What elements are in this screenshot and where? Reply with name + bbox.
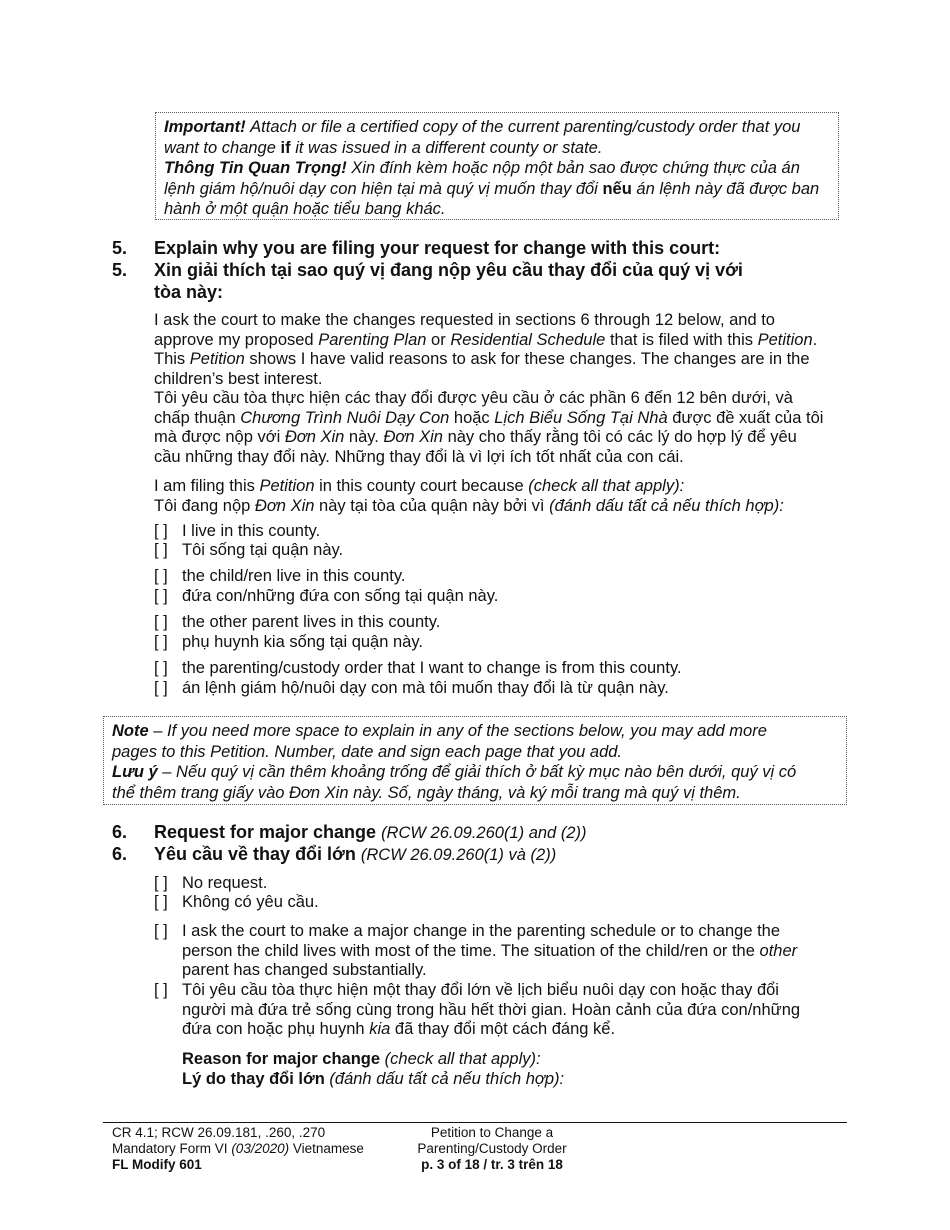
section-6-rcw-vi: (RCW 26.09.260(1) và (2)) [360, 846, 557, 864]
section-5-number-en: 5. [112, 238, 128, 258]
important-vi-line-2 [164, 179, 838, 200]
parenting-plan-term-vi: Chương Trình Nuôi Dạy Con [240, 408, 450, 427]
p-en-1: I ask the court to make the changes requested in sections 6 through 12 below, and to [154, 311, 775, 329]
option-major-change-en[interactable] [154, 922, 844, 981]
option-text: phụ huynh kia sống tại quận này. [182, 633, 423, 651]
option-text: No request. [182, 874, 268, 892]
important-en-text-2b: it was issued in a different county or state. [295, 138, 603, 157]
option-text: Không có yêu cầu. [182, 893, 319, 911]
p-en-3 [154, 350, 844, 370]
section-6-number-vi: 6. [112, 844, 128, 864]
option-children-county-en[interactable] [154, 567, 405, 587]
option-major-change-vi[interactable] [154, 981, 844, 1040]
option-text: the child/ren live in this county. [182, 567, 406, 585]
major-vi-2: người mà đứa trẻ sống cùng trong hầu hết thời gian. Hoàn cảnh của đứa con/những [182, 1000, 801, 1019]
footer-title-2: Parenting/Custody Order [417, 1141, 567, 1156]
major-vi-3 [182, 1020, 844, 1040]
filing-en [154, 477, 844, 497]
option-no-request-vi[interactable] [154, 893, 319, 913]
note-vi-text-1: – Nếu quý vị cần thêm khoảng trống để giải thích ở bất kỳ mục nào bên dưới, quý vị có [157, 763, 797, 781]
option-text: Tôi sống tại quận này. [182, 541, 344, 559]
petition-term-vi: Đơn Xin [284, 428, 345, 446]
option-other-parent-county-en[interactable] [154, 613, 440, 633]
note-vi-line-1 [112, 762, 846, 783]
p-vi-3 [154, 428, 844, 448]
petition-term-vi: Đơn Xin [383, 428, 443, 446]
note-en-lead: Note [112, 722, 149, 740]
note-en-line-2: pages to this Petition. Number, date and sign each page that you add. [112, 742, 623, 761]
checkbox[interactable]: [ ] [154, 874, 168, 892]
major-vi-kia: kia [369, 1020, 391, 1038]
residential-schedule-term: Residential Schedule [450, 330, 606, 349]
option-live-county-vi[interactable] [154, 541, 343, 561]
filing-reason [154, 477, 844, 516]
important-vi-line-3 [164, 199, 838, 220]
important-en-line-1 [164, 117, 838, 138]
p-vi-1: Tôi yêu cầu tòa thực hiện các thay đổi được yêu cầu ở các phần 6 đến 12 bên dưới, và [154, 389, 793, 407]
option-order-county-en[interactable] [154, 659, 682, 679]
option-children-county-vi[interactable] [154, 587, 498, 607]
section-6-title-vi: Yêu cầu về thay đổi lớn [154, 844, 356, 864]
option-text: đứa con/những đứa con sống tại quận này. [182, 587, 499, 605]
major-vi-3b: đã thay đổi một cách đáng kể. [394, 1020, 616, 1038]
section-5-heading-vi-2: tòa này: [154, 282, 224, 302]
p-en-2b: that is filed with this [609, 330, 753, 349]
option-text: I live in this county. [182, 522, 321, 540]
footer-form-language: Vietnamese [292, 1141, 364, 1156]
p-en-4: children’s best interest. [154, 369, 323, 388]
note-en-text-1: – If you need more space to explain in any of the sections below, you may add more [148, 722, 767, 740]
important-en-if: if [280, 138, 291, 157]
filing-en-a: I am filing this [154, 477, 255, 495]
important-en-text-2a: want to change [164, 138, 276, 157]
option-text: the parenting/custody order that I want to change is from this county. [182, 659, 682, 677]
note-en-line-1 [112, 721, 846, 742]
checkbox[interactable]: [ ] [154, 922, 168, 940]
section-5-paragraph [154, 311, 844, 467]
parenting-plan-term: Parenting Plan [318, 330, 427, 349]
option-no-request-en[interactable] [154, 874, 267, 894]
major-en-other: other [759, 941, 798, 960]
p-vi-4: cầu những thay đổi này. Những thay đổi là vì lợi ích tốt nhất của con cái. [154, 447, 684, 466]
checkbox[interactable]: [ ] [154, 613, 168, 631]
section-6-heading-en [154, 822, 586, 844]
option-text: án lệnh giám hộ/nuôi dạy con mà tôi muốn thay đổi là từ quận này. [182, 679, 669, 697]
p-en-2a: approve my proposed [154, 330, 314, 349]
option-live-county-en[interactable] [154, 522, 320, 542]
section-6-title-en: Request for major change [154, 822, 377, 842]
filing-vi-check: (đánh dấu tất cả nếu thích hợp): [549, 496, 784, 515]
important-vi-text-1: Xin đính kèm hoặc nộp một bản sao được chứng thực của án [351, 159, 800, 177]
checkbox[interactable]: [ ] [154, 679, 168, 697]
major-vi-1: Tôi yêu cầu tòa thực hiện một thay đổi lớn về lịch biểu nuôi dạy con hoặc thay đổi [182, 981, 779, 999]
footer-page-number: p. 3 of 18 / tr. 3 trên 18 [421, 1157, 563, 1172]
important-en-text-1: Attach or file a certified copy of the current parenting/custody order that you [250, 118, 801, 136]
major-change-vi-text [154, 981, 844, 1040]
footer-center [392, 1125, 592, 1173]
p-vi-2a: chấp thuận [154, 408, 236, 427]
important-vi-text-2a: lệnh giám hộ/nuôi dạy con hiện tại mà quý vị muốn thay đổi [164, 179, 598, 198]
footer-form-id: FL Modify 601 [112, 1157, 202, 1172]
checkbox[interactable]: [ ] [154, 981, 168, 999]
footer-rcw: CR 4.1; RCW 26.09.181, .260, .270 [112, 1125, 326, 1140]
major-en-3: parent has changed substantially. [182, 961, 427, 979]
reason-vi-check: (đánh dấu tất cả nếu thích hợp): [329, 1069, 565, 1088]
major-en-2a: person the child lives with most of the time. The situation of the child/ren or the [182, 941, 755, 960]
section-5-number-vi: 5. [112, 260, 128, 280]
reason-en-check: (check all that apply): [384, 1050, 541, 1068]
checkbox[interactable]: [ ] [154, 587, 168, 605]
note-vi-line-2: thể thêm trang giấy vào Đơn Xin này. Số, ngày tháng, và ký mỗi trang mà quý vị thêm. [112, 783, 741, 802]
checkbox[interactable]: [ ] [154, 659, 168, 677]
filing-vi [154, 497, 844, 517]
reason-vi [182, 1070, 822, 1090]
option-text: the other parent lives in this county. [182, 613, 441, 631]
reason-major-change [182, 1050, 822, 1089]
filing-en-b: in this county court because [319, 477, 524, 495]
p-en-3b: shows I have valid reasons to ask for these changes. The changes are in the [249, 350, 810, 368]
section-6-number-en: 6. [112, 822, 128, 842]
reason-vi-label: Lý do thay đổi lớn [182, 1069, 325, 1088]
major-en-2 [182, 942, 844, 962]
p-vi-3b: này. [348, 428, 379, 446]
filing-en-check: (check all that apply): [528, 477, 685, 495]
section-6-rcw-en: (RCW 26.09.260(1) and (2)) [381, 824, 587, 842]
filing-vi-a: Tôi đang nộp [154, 496, 251, 515]
note-box [103, 716, 847, 805]
option-order-county-vi[interactable] [154, 679, 669, 699]
major-vi-3a: đứa con hoặc phụ huynh [182, 1020, 365, 1038]
petition-term: Petition [757, 330, 813, 349]
important-vi-lead: Thông Tin Quan Trọng! [164, 159, 347, 177]
footer-form-date: (03/2020) [231, 1141, 290, 1156]
important-notice-box [155, 112, 839, 220]
note-vi-lead: Lưu ý [112, 763, 158, 781]
checkbox[interactable]: [ ] [154, 567, 168, 585]
important-vi-neu: nếu [602, 179, 632, 198]
p-en-or: or [431, 330, 446, 349]
important-vi-line-1 [164, 158, 838, 179]
checkbox[interactable]: [ ] [154, 893, 168, 911]
important-en-lead: Important! [164, 118, 246, 136]
p-en-dot: . [812, 330, 818, 349]
important-en-line-2 [164, 138, 838, 159]
section-5-heading-vi-1: Xin giải thích tại sao quý vị đang nộp yêu cầu thay đổi của quý vị với [154, 260, 743, 280]
p-en-2 [154, 331, 844, 351]
residential-schedule-term-vi: Lịch Biểu Sống Tại Nhà [494, 408, 668, 427]
section-5-heading-en: Explain why you are filing your request for change with this court: [154, 238, 721, 258]
p-vi-hoac: hoặc [453, 408, 490, 427]
petition-term: Petition [259, 477, 315, 495]
reason-en [182, 1050, 822, 1070]
major-change-en-text [154, 922, 844, 981]
p-vi-3a: mà được nộp với [154, 428, 281, 446]
p-vi-3c: này cho thấy rằng tôi có các lý do hợp lý để yêu [447, 428, 797, 446]
petition-term: Petition [189, 350, 245, 368]
footer-divider [103, 1122, 847, 1123]
filing-vi-b: này tại tòa của quận này bởi vì [319, 496, 545, 515]
checkbox[interactable]: [ ] [154, 633, 168, 651]
checkbox[interactable]: [ ] [154, 541, 168, 559]
checkbox[interactable]: [ ] [154, 522, 168, 540]
reason-en-label: Reason for major change [182, 1050, 381, 1068]
section-6-heading-vi [154, 844, 556, 866]
p-en-3a: This [154, 350, 186, 368]
major-en-1: I ask the court to make a major change in the parenting schedule or to change the [182, 922, 781, 940]
petition-term-vi: Đơn Xin [254, 496, 315, 515]
footer-form-name: Mandatory Form VI [112, 1141, 228, 1156]
option-other-parent-county-vi[interactable] [154, 633, 423, 653]
important-vi-text-2b: án lệnh này đã được ban [636, 179, 820, 198]
footer-title-1: Petition to Change a [430, 1125, 554, 1140]
important-vi-text-3: hành ở một quận hoặc tiểu bang khác. [164, 200, 446, 218]
p-vi-2 [154, 409, 844, 429]
footer-left [112, 1125, 364, 1173]
p-vi-2b: được đề xuất của tôi [672, 408, 824, 427]
footer-form [112, 1141, 364, 1157]
